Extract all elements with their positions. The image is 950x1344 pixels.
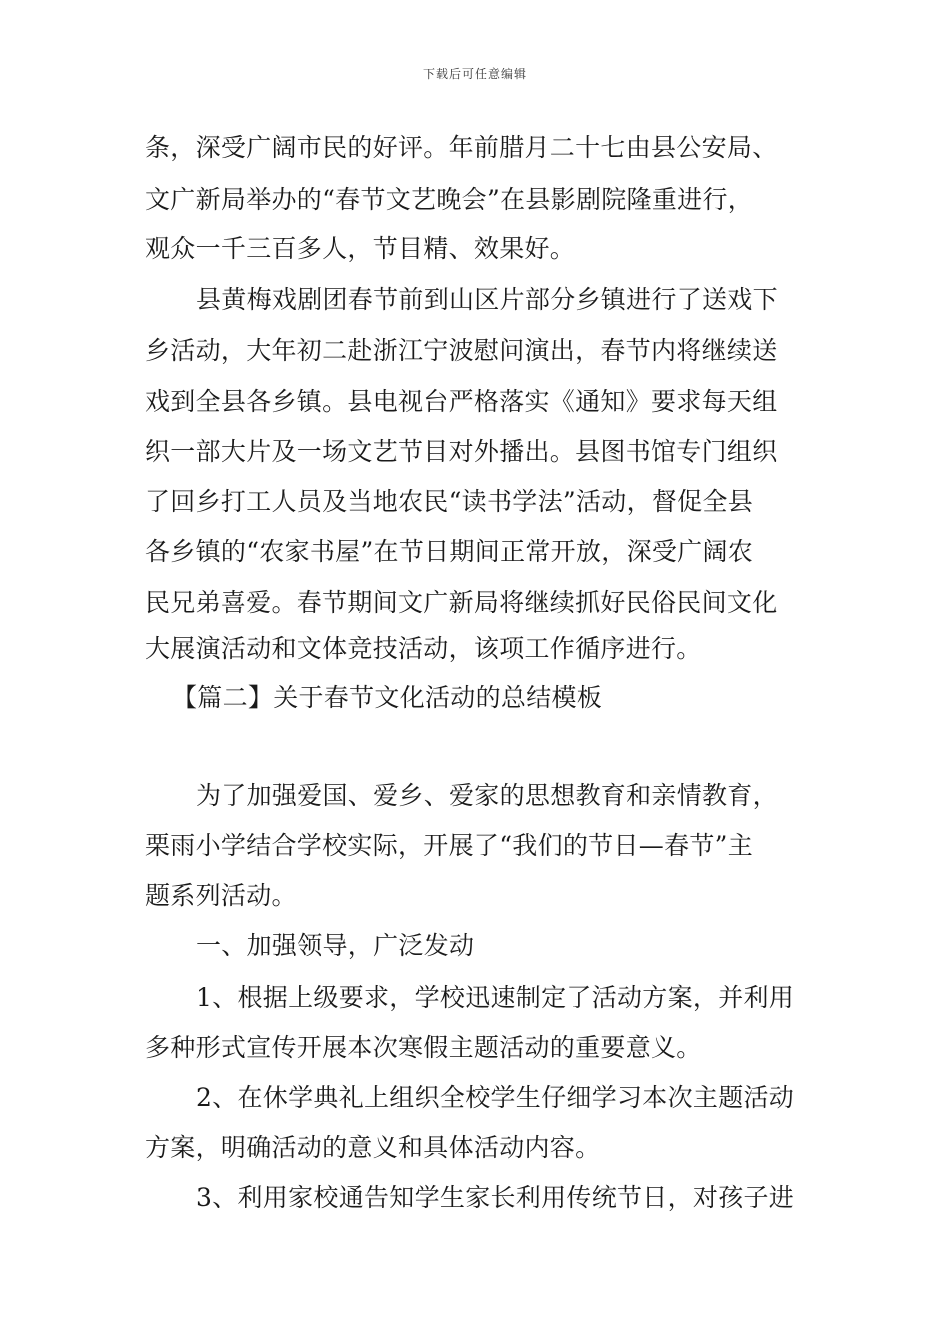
paragraph-3-line-3: 题系列活动。 xyxy=(145,881,297,910)
paragraph-2-line-4: 织一部大片及一场文艺节目对外播出。县图书馆专门组织 xyxy=(145,437,778,466)
paragraph-2-line-8: 大展演活动和文体竞技活动，该项工作循序进行。 xyxy=(145,634,702,663)
paragraph-2-line-1: 县黄梅戏剧团春节前到山区片部分乡镇进行了送戏下 xyxy=(196,285,778,314)
paragraph-3-line-2: 栗雨小学结合学校实际，开展了“我们的节日—春节”主 xyxy=(145,831,754,860)
item-1-line-2: 多种形式宣传开展本次寒假主题活动的重要意义。 xyxy=(145,1033,702,1062)
paragraph-1-line-3: 观众一千三百多人，节目精、效果好。 xyxy=(145,234,576,263)
section-title: 【篇二】关于春节文化活动的总结模板 xyxy=(172,683,603,712)
paragraph-2-line-7: 民兄弟喜爱。春节期间文广新局将继续抓好民俗民间文化 xyxy=(145,588,778,617)
item-1-line-1: 1、根据上级要求，学校迅速制定了活动方案，并利用 xyxy=(196,983,795,1012)
paragraph-2-line-6: 各乡镇的“农家书屋”在节日期间正常开放，深受广阔农 xyxy=(145,537,754,566)
paragraph-3-line-1: 为了加强爱国、爱乡、爱家的思想教育和亲情教育， xyxy=(196,781,778,810)
paragraph-2-line-2: 乡活动，大年初二赴浙江宁波慰问演出，春节内将继续送 xyxy=(145,336,778,365)
paragraph-1-line-1: 条，深受广阔市民的好评。年前腊月二十七由县公安局、 xyxy=(145,133,778,162)
subheading-1: 一、加强领导，广泛发动 xyxy=(196,931,475,960)
paragraph-1-line-2: 文广新局举办的“春节文艺晚会”在县影剧院隆重进行， xyxy=(145,185,754,214)
paragraph-2-line-3: 戏到全县各乡镇。县电视台严格落实《通知》要求每天组 xyxy=(145,387,778,416)
item-2-line-2: 方案，明确活动的意义和具体活动内容。 xyxy=(145,1133,601,1162)
item-2-line-1: 2、在休学典礼上组织全校学生仔细学习本次主题活动 xyxy=(196,1083,795,1112)
page-header-note: 下载后可任意编辑 xyxy=(422,67,527,81)
paragraph-2-line-5: 了回乡打工人员及当地农民“读书学法”活动，督促全县 xyxy=(145,487,754,516)
item-3-line-1: 3、利用家校通告知学生家长利用传统节日，对孩子进 xyxy=(196,1183,795,1212)
